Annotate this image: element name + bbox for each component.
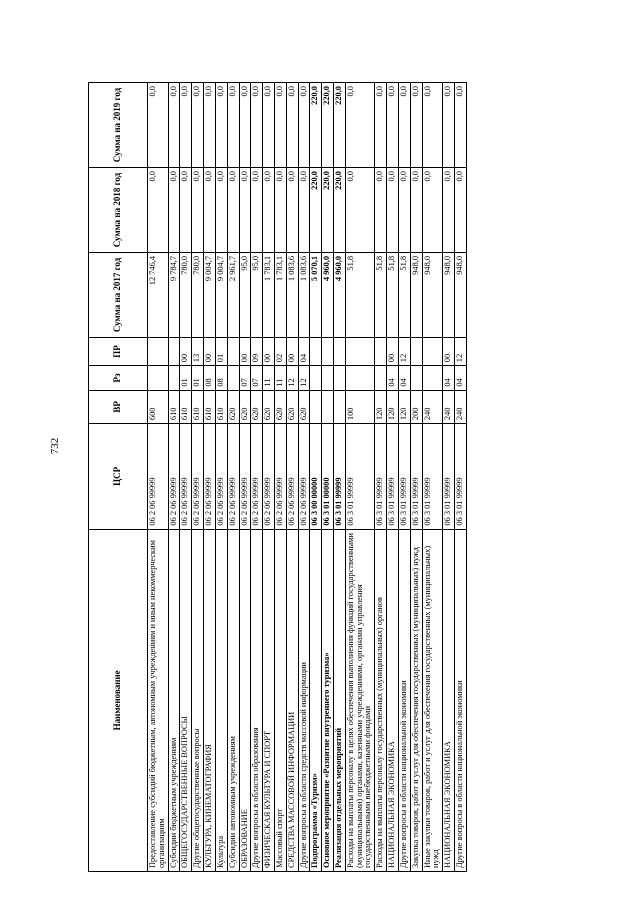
cell-sum-2018: 0,0 [422,168,443,253]
cell-sum-2017: 51,8 [345,252,374,337]
cell-pr: 13 [192,337,204,365]
cell-name: Расходы на выплаты персоналу в целях обеспечения выполнения функций государственными (муниципальными) органами, казенными учреждениями, органами управления государственными внебюджетными фондами [345,529,374,871]
cell-rz [322,366,334,390]
cell-sum-2018: 0,0 [251,168,263,253]
table-row [298,83,310,872]
cell-rz: 11 [274,366,286,390]
cell-rz: 11 [263,366,275,390]
cell-name: Реализация отдельных мероприятий [334,529,346,871]
cell-sum-2019: 0,0 [192,83,204,168]
cell-sum-2019: 0,0 [375,83,387,168]
cell-sum-2017: 4 960,0 [322,252,334,337]
cell-rz [168,366,180,390]
cell-sum-2017: 5 070,1 [310,252,322,337]
header-sum-2019: Сумма на 2019 год [89,83,148,168]
cell-vr: 620 [227,390,239,423]
cell-csr: 06 2 06 99999 [274,424,286,530]
cell-sum-2017: 51,8 [398,252,410,337]
table-row [345,83,374,872]
cell-sum-2017: 1 083,6 [298,252,310,337]
cell-sum-2019: 0,0 [168,83,180,168]
cell-sum-2019: 0,0 [227,83,239,168]
cell-sum-2017: 95,0 [239,252,251,337]
cell-sum-2019: 220,0 [334,83,346,168]
cell-pr: 01 [215,337,227,365]
cell-vr: 620 [274,390,286,423]
cell-sum-2018: 220,0 [310,168,322,253]
cell-name: Другие вопросы в области национальной экономики [454,529,466,871]
table-row [422,83,443,872]
budget-table [88,82,467,872]
cell-rz [148,366,169,390]
cell-pr: 09 [251,337,263,365]
cell-csr: 06 3 00 00000 [310,424,322,530]
cell-vr: 240 [422,390,443,423]
table-row [274,83,286,872]
cell-vr: 240 [443,390,455,423]
cell-sum-2018: 0,0 [454,168,466,253]
cell-sum-2017: 95,0 [251,252,263,337]
cell-sum-2019: 0,0 [286,83,298,168]
cell-sum-2019: 0,0 [345,83,374,168]
cell-sum-2018: 0,0 [375,168,387,253]
cell-csr: 06 3 01 99999 [398,424,410,530]
cell-pr [148,337,169,365]
cell-rz [310,366,322,390]
cell-sum-2019: 0,0 [239,83,251,168]
cell-sum-2018: 0,0 [398,168,410,253]
cell-rz: 12 [298,366,310,390]
cell-vr: 610 [215,390,227,423]
cell-vr: 610 [192,390,204,423]
cell-sum-2019: 0,0 [443,83,455,168]
cell-vr [322,390,334,423]
table-row [227,83,239,872]
cell-csr: 06 2 06 99999 [251,424,263,530]
table-row [215,83,227,872]
cell-pr: 04 [298,337,310,365]
cell-name: ОБРАЗОВАНИЕ [239,529,251,871]
cell-sum-2019: 0,0 [263,83,275,168]
cell-sum-2017: 1 783,1 [263,252,275,337]
cell-sum-2017: 1 083,6 [286,252,298,337]
cell-csr: 06 3 01 99999 [443,424,455,530]
page-number: 732 [49,437,61,455]
cell-rz: 07 [239,366,251,390]
table-body [148,83,467,872]
cell-rz [345,366,374,390]
cell-sum-2017: 1 783,1 [274,252,286,337]
cell-rz [227,366,239,390]
cell-sum-2017: 948,0 [422,252,443,337]
table-row [375,83,387,872]
cell-sum-2018: 0,0 [410,168,422,253]
cell-sum-2018: 0,0 [192,168,204,253]
cell-sum-2017: 9 004,7 [204,252,216,337]
cell-name: Закупка товаров, работ и услуг для обеспечения государственных (муниципальных) нужд [410,529,422,871]
cell-sum-2019: 0,0 [215,83,227,168]
cell-rz: 04 [454,366,466,390]
cell-csr: 06 3 01 99999 [387,424,399,530]
cell-vr: 120 [387,390,399,423]
cell-name: Иные закупки товаров, работ и услуг для обеспечения государственных (муниципальных) нужд [422,529,443,871]
cell-sum-2017: 9 784,7 [168,252,180,337]
cell-name: Другие вопросы в области средств массовой информации [298,529,310,871]
cell-pr: 00 [239,337,251,365]
cell-pr: 00 [443,337,455,365]
header-name: Наименование [89,529,148,871]
cell-rz [422,366,443,390]
cell-sum-2018: 220,0 [322,168,334,253]
cell-csr: 06 2 06 99999 [286,424,298,530]
cell-pr [310,337,322,365]
cell-vr: 620 [251,390,263,423]
cell-rz: 08 [204,366,216,390]
cell-sum-2019: 0,0 [251,83,263,168]
cell-vr: 610 [204,390,216,423]
cell-csr: 06 3 01 99999 [454,424,466,530]
cell-sum-2019: 0,0 [204,83,216,168]
header-sum-2018: Сумма на 2018 год [89,168,148,253]
cell-vr: 620 [239,390,251,423]
cell-sum-2018: 0,0 [443,168,455,253]
cell-vr: 610 [180,390,192,423]
cell-sum-2017: 51,8 [375,252,387,337]
cell-sum-2017: 12 746,4 [148,252,169,337]
cell-pr: 00 [204,337,216,365]
cell-vr: 620 [298,390,310,423]
cell-name: СРЕДСТВА МАССОВОЙ ИНФОРМАЦИИ [286,529,298,871]
cell-sum-2019: 0,0 [422,83,443,168]
cell-csr: 06 3 01 99999 [375,424,387,530]
cell-csr: 06 3 01 99999 [334,424,346,530]
table-row [180,83,192,872]
table-row [251,83,263,872]
cell-name: НАЦИОНАЛЬНАЯ ЭКОНОМИКА [387,529,399,871]
cell-pr: 02 [274,337,286,365]
table-row [239,83,251,872]
cell-pr [375,337,387,365]
cell-vr: 120 [398,390,410,423]
cell-sum-2018: 0,0 [204,168,216,253]
cell-name: Массовый спорт [274,529,286,871]
cell-sum-2018: 0,0 [148,168,169,253]
cell-csr: 06 2 06 99999 [168,424,180,530]
cell-vr: 240 [454,390,466,423]
cell-csr: 06 2 06 99999 [180,424,192,530]
cell-vr: 600 [148,390,169,423]
table-row [204,83,216,872]
cell-sum-2019: 220,0 [310,83,322,168]
cell-csr: 06 2 06 99999 [227,424,239,530]
cell-name: ФИЗИЧЕСКАЯ КУЛЬТУРА И СПОРТ [263,529,275,871]
cell-sum-2018: 0,0 [263,168,275,253]
cell-sum-2017: 4 960,0 [334,252,346,337]
cell-rz [375,366,387,390]
cell-name: Основное мероприятие «Развитие внутреннего туризма» [322,529,334,871]
cell-pr: 00 [387,337,399,365]
cell-name: Предоставление субсидий бюджетным, автономным учреждениям и иным некоммерческим организациям [148,529,169,871]
cell-name: ОБЩЕГОСУДАРСТВЕННЫЕ ВОПРОСЫ [180,529,192,871]
cell-pr [168,337,180,365]
cell-name: Культура [215,529,227,871]
cell-sum-2019: 0,0 [454,83,466,168]
cell-sum-2017: 948,0 [443,252,455,337]
cell-sum-2018: 0,0 [387,168,399,253]
cell-sum-2018: 0,0 [345,168,374,253]
cell-pr [422,337,443,365]
cell-rz [410,366,422,390]
cell-sum-2017: 51,8 [387,252,399,337]
cell-sum-2019: 0,0 [298,83,310,168]
cell-csr: 06 2 06 99999 [239,424,251,530]
header-rz: Рз [89,366,148,390]
cell-sum-2018: 0,0 [239,168,251,253]
cell-pr [345,337,374,365]
cell-vr: 610 [168,390,180,423]
table-row [168,83,180,872]
cell-vr: 620 [263,390,275,423]
cell-pr [322,337,334,365]
table-row [286,83,298,872]
cell-pr: 00 [286,337,298,365]
cell-rz [334,366,346,390]
cell-sum-2018: 220,0 [334,168,346,253]
cell-sum-2017: 948,0 [454,252,466,337]
table-row [334,83,346,872]
table-row [387,83,399,872]
cell-sum-2019: 0,0 [387,83,399,168]
cell-sum-2017: 780,0 [180,252,192,337]
cell-sum-2017: 948,0 [410,252,422,337]
cell-pr: 12 [398,337,410,365]
cell-csr: 06 2 06 99999 [215,424,227,530]
cell-sum-2018: 0,0 [227,168,239,253]
cell-sum-2017: 780,0 [192,252,204,337]
cell-name: НАЦИОНАЛЬНАЯ ЭКОНОМИКА [443,529,455,871]
cell-csr: 06 3 01 00000 [322,424,334,530]
cell-csr: 06 2 06 99999 [192,424,204,530]
cell-sum-2019: 0,0 [180,83,192,168]
cell-sum-2017: 2 961,7 [227,252,239,337]
cell-rz: 04 [443,366,455,390]
cell-csr: 06 2 06 99999 [204,424,216,530]
cell-vr: 100 [345,390,374,423]
cell-name: Субсидии бюджетным учреждениям [168,529,180,871]
table-row [148,83,169,872]
cell-vr [310,390,322,423]
cell-rz: 04 [387,366,399,390]
table-row [410,83,422,872]
cell-name: Другие вопросы в области образования [251,529,263,871]
cell-sum-2017: 9 004,7 [215,252,227,337]
cell-name: Другие общегосударственные вопросы [192,529,204,871]
table-row [454,83,466,872]
cell-vr: 620 [286,390,298,423]
cell-pr [334,337,346,365]
rotated-table-wrapper [88,82,467,872]
cell-name: КУЛЬТУРА, КИНЕМАТОГРАФИЯ [204,529,216,871]
cell-csr: 06 2 06 99999 [148,424,169,530]
cell-name: Подпрограмма «Туризм» [310,529,322,871]
cell-sum-2018: 0,0 [298,168,310,253]
cell-rz: 07 [251,366,263,390]
cell-sum-2019: 0,0 [148,83,169,168]
cell-pr: 00 [263,337,275,365]
cell-csr: 06 2 06 99999 [298,424,310,530]
cell-rz: 01 [180,366,192,390]
cell-pr: 12 [454,337,466,365]
cell-name: Другие вопросы в области национальной экономики [398,529,410,871]
table-row [263,83,275,872]
cell-pr [227,337,239,365]
cell-csr: 06 3 01 99999 [422,424,443,530]
cell-sum-2019: 0,0 [274,83,286,168]
cell-pr [410,337,422,365]
cell-rz: 12 [286,366,298,390]
cell-vr: 120 [375,390,387,423]
table-row [192,83,204,872]
cell-vr: 200 [410,390,422,423]
cell-csr: 06 3 01 99999 [410,424,422,530]
cell-name: Субсидии автономным учреждениям [227,529,239,871]
cell-sum-2018: 0,0 [286,168,298,253]
cell-sum-2019: 0,0 [410,83,422,168]
cell-csr: 06 3 01 99999 [345,424,374,530]
cell-pr: 00 [180,337,192,365]
cell-sum-2018: 0,0 [180,168,192,253]
cell-name: Расходы на выплаты персоналу государственных (муниципальных) органов [375,529,387,871]
cell-sum-2018: 0,0 [168,168,180,253]
header-pr: ПР [89,337,148,365]
table-row [398,83,410,872]
cell-rz: 08 [215,366,227,390]
header-vr: ВР [89,390,148,423]
header-csr: ЦСР [89,424,148,530]
table-header-row [89,83,148,872]
cell-vr [334,390,346,423]
table-row [310,83,322,872]
cell-csr: 06 2 06 99999 [263,424,275,530]
cell-sum-2018: 0,0 [274,168,286,253]
cell-sum-2018: 0,0 [215,168,227,253]
table-row [322,83,334,872]
cell-sum-2019: 0,0 [398,83,410,168]
table-row [443,83,455,872]
cell-rz: 01 [192,366,204,390]
cell-sum-2019: 220,0 [322,83,334,168]
cell-rz: 04 [398,366,410,390]
header-sum-2017: Сумма на 2017 год [89,252,148,337]
